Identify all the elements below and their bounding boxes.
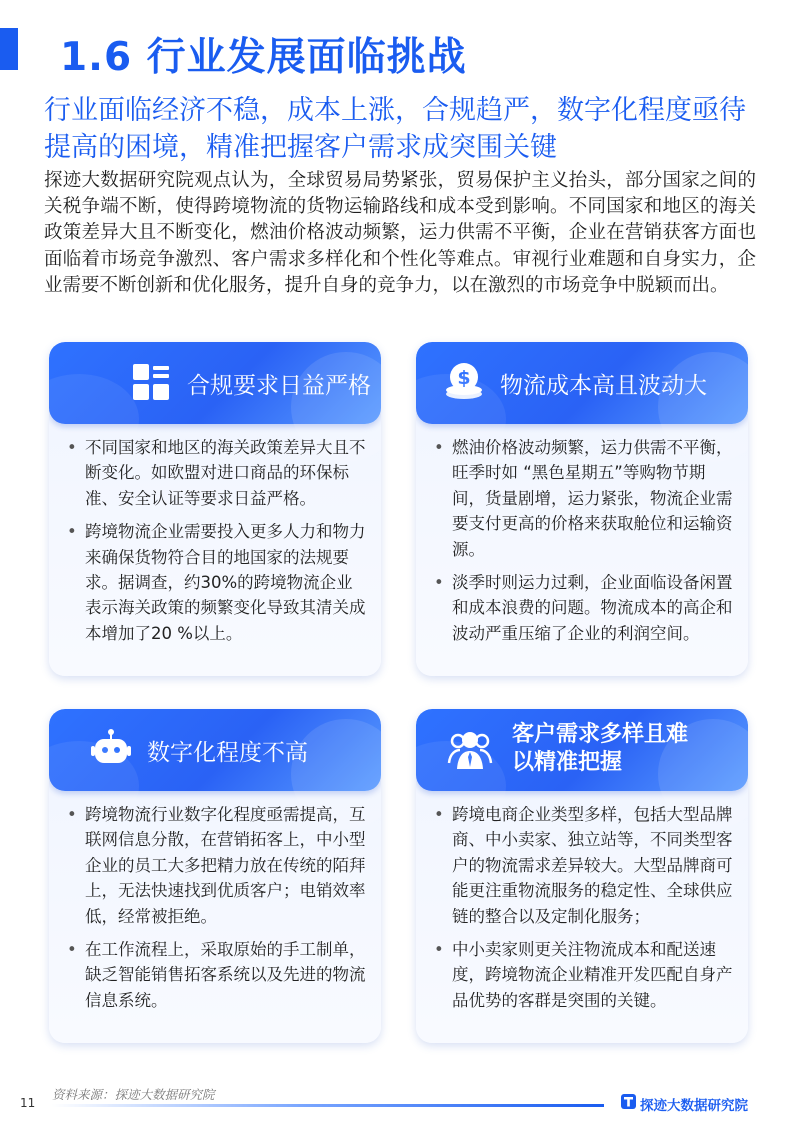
card-header	[416, 709, 748, 791]
card-body	[67, 435, 367, 654]
card-title-line: 客户需求多样且难	[512, 722, 689, 747]
card-body	[67, 802, 367, 1021]
bullet-item: • 在工作流程上，采取原始的手工制单，缺乏智能销售拓客系统以及先进的物流信息系统。	[67, 937, 367, 1013]
bullet-item: • 跨境物流企业需要投入更多人力和物力来确保货物符合目的地国家的法规要求。据调查，约30%的跨境物流企业表示海关政策的频繁变化导致其清关成本增加了20 %以上。	[67, 519, 367, 646]
card-title	[512, 721, 688, 777]
bullet-item: • 跨境电商企业类型多样，包括大型品牌商、中小卖家、独立站等，不同类型客户的物流需求差异较大。大型品牌商可能更注重物流服务的稳定性、全球供应链的整合以及定制化服务；	[434, 802, 734, 929]
page-subtitle: 行业面临经济不稳，成本上涨，合规趋严，数字化程度亟待提高的困境，精准把握客户需求成突围关键	[44, 95, 746, 163]
bullet-item: • 淡季时则运力过剩，企业面临设备闲置和成本浪费的问题。物流成本的高企和波动严重压缩了企业的利润空间。	[434, 570, 734, 646]
bullet-item: • 不同国家和地区的海关政策差异大且不断变化。如欧盟对进口商品的环保标准、安全认证等要求日益严格。	[67, 435, 367, 511]
card-compliance	[49, 342, 381, 676]
svg-text:$: $	[457, 367, 471, 389]
card-digitalization	[49, 709, 381, 1043]
card-header	[416, 342, 748, 424]
page-number: 11	[20, 1096, 36, 1110]
title-accent-bar	[0, 28, 18, 70]
grid-blocks-icon	[129, 360, 173, 404]
customer-group-icon	[446, 727, 494, 771]
robot-icon	[89, 727, 133, 771]
card-body	[434, 435, 734, 654]
card-title: 数字化程度不高	[147, 740, 308, 766]
card-header	[49, 342, 381, 424]
dollar-coin-stack-icon	[442, 360, 486, 404]
bullet-item: • 跨境物流行业数字化程度亟需提高，互联网信息分散，在营销拓客上，中小型企业的员工大多把精力放在传统的陌拜上，无法快速找到优质客户；电销效率低，经常被拒绝。	[67, 802, 367, 929]
bullet-item: • 燃油价格波动频繁，运力供需不平衡，旺季时如 “黑色星期五”等购物节期间，货量剧增，运力紧张，物流企业需要支付更高的价格来获取舱位和运输资源。	[434, 435, 734, 562]
card-header	[49, 709, 381, 791]
bullet-item: • 中小卖家则更关注物流成本和配送速度，跨境物流企业精准开发匹配自身产品优势的客群是突围的关键。	[434, 937, 734, 1013]
footer-source: 资料来源：探迹大数据研究院	[52, 1087, 215, 1102]
footer-divider	[52, 1104, 604, 1107]
card-customer-demand	[416, 709, 748, 1043]
page-title: 1.6 行业发展面临挑战	[60, 35, 467, 80]
card-body	[434, 802, 734, 1021]
brand-logo-icon	[621, 1094, 636, 1109]
card-title-line: 以精准把握	[512, 750, 623, 775]
card-title: 合规要求日益严格	[187, 373, 371, 399]
card-logistics-cost	[416, 342, 748, 676]
footer-brand: 探迹大数据研究院	[640, 1098, 748, 1114]
card-title: 物流成本高且波动大	[500, 373, 707, 399]
intro-paragraph: 探迹大数据研究院观点认为，全球贸易局势紧张，贸易保护主义抬头，部分国家之间的关税争端不断，使得跨境物流的货物运输路线和成本受到影响。不同国家和地区的海关政策差异大且不断变化，燃油价格波动频繁，运力供需不平衡，企业在营销获客方面也面临着市场竞争激烈、客户需求多样化和个性化等难点。审视行业难题和自身实力，企业需要不断创新和优化服务，提升自身的竞争力，以在激烈的市场竞争中脱颖而出。	[44, 170, 756, 296]
